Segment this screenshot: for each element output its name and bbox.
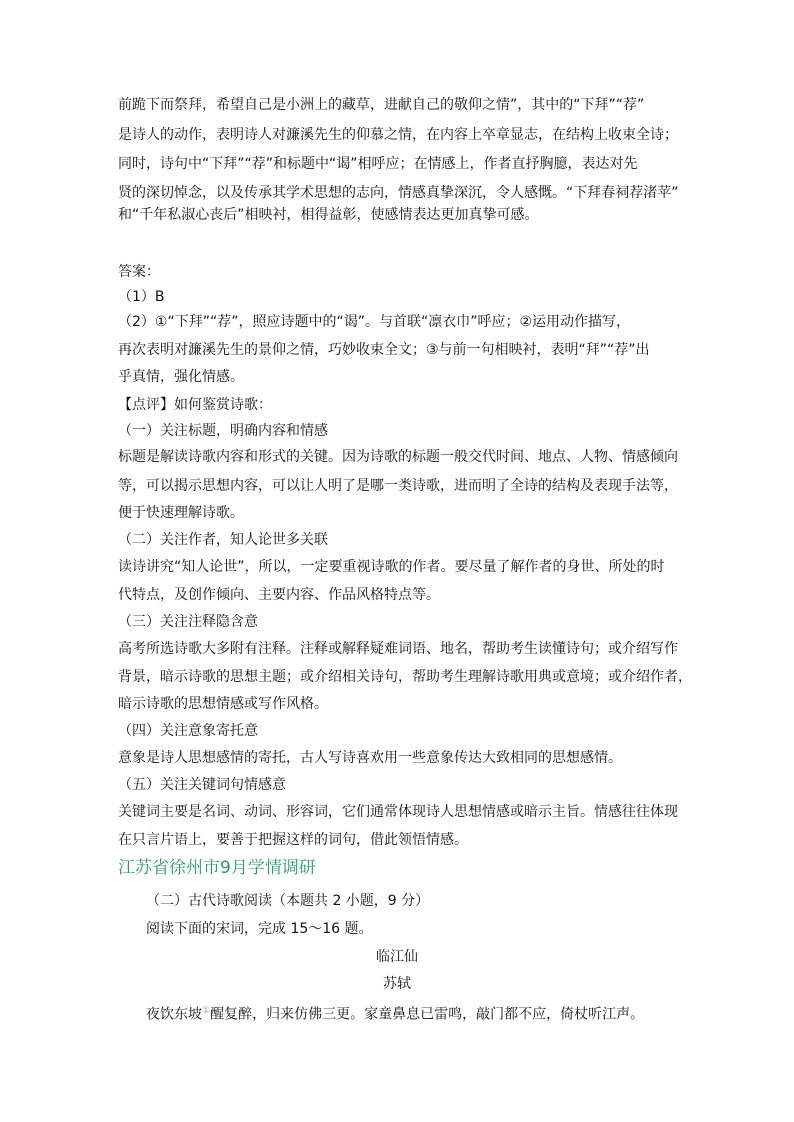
- answer-2-line: 再次表明对濂溪先生的景仰之情，巧妙收束全文；③与前一句相映衬，表明“拜”“荐”出: [118, 342, 650, 358]
- section-line: 等，可以揭示思想内容，可以让人明了是哪一类诗歌，进而明了全诗的结构及表现手法等，: [118, 478, 678, 494]
- comment-title: 【点评】如何鉴赏诗歌：: [118, 397, 272, 413]
- analysis-line: 和“千年私淑心丧后”相映衬，相得益彰，使感情表达更加真挚可感。: [118, 207, 539, 223]
- question-instruction: 阅读下面的宋词，完成 15～16 题。: [146, 921, 373, 937]
- section-line: 读诗讲究“知人论世”，所以，一定要重视诗歌的作者。要尽量了解作者的身世、所处的时: [118, 559, 665, 575]
- answer-1: （1）B: [118, 289, 165, 305]
- section-title: （三）关注注释隐含意: [118, 614, 258, 630]
- section-line: 暗示诗歌的思想情感或写作风格。: [118, 696, 328, 712]
- poem-author: 苏轼: [383, 976, 411, 992]
- section-line: 背景，暗示诗歌的思想主题；或介绍相关诗句，帮助考生理解诗歌用典或意境；或介绍作者，: [118, 669, 692, 685]
- section-title: （五）关注关键词句情感意: [118, 777, 286, 793]
- poem-line-start: 夜饮东坡: [146, 1006, 202, 1023]
- analysis-line: 贤的深切悼念，以及传承其学术思想的志向，情感真挚深沉，令人感慨。“下拜春祠荐渚苹”: [118, 185, 679, 201]
- answer-2-line: 乎真情，强化情感。: [118, 369, 244, 385]
- section-line: 便于快速理解诗歌。: [118, 505, 244, 521]
- section-line: 在只言片语上，要善于把握这样的词句，借此领悟情感。: [118, 832, 468, 848]
- section-line: 关键词主要是名词、动词、形容词，它们通常体现诗人思想情感或暗示主旨。情感往往体现: [118, 804, 678, 820]
- section-title: （二）关注作者，知人论世多关联: [118, 532, 328, 548]
- analysis-line: 前跪下而祭拜，希望自己是小洲上的藏草，进献自己的敬仰之情”，其中的“下拜”“荐”: [118, 97, 645, 113]
- poem-line: [146, 1001, 644, 1025]
- region-heading: 江苏省徐州市9月学情调研: [118, 858, 316, 878]
- poem-title: 临江仙: [376, 949, 418, 965]
- section-title: （一）关注标题，明确内容和情感: [118, 423, 328, 439]
- question-intro: （二）古代诗歌阅读（本题共 2 小题，9 分）: [146, 893, 430, 909]
- poem-line-rest: 醒复醉，归来仿佛三更。家童鼻息已雷鸣，敲门都不应，倚杖听江声。: [210, 1006, 645, 1023]
- section-line: 高考所选诗歌大多附有注释。注释或解释疑难词语、地名，帮助考生读懂诗句；或介绍写作: [118, 641, 678, 657]
- analysis-line: 同时，诗句中“下拜”“荐”和标题中“谒”相呼应；在情感上，作者直抒胸臆，表达对先: [118, 156, 638, 172]
- section-title: （四）关注意象寄托意: [118, 723, 258, 739]
- section-line: 意象是诗人思想感情的寄托，古人写诗喜欢用一些意象传达大致相同的思想感情。: [118, 750, 622, 766]
- analysis-line: 是诗人的动作，表明诗人对濂溪先生的仰慕之情，在内容上卒章显志，在结构上收束全诗；: [118, 127, 678, 143]
- footnote-marker: ①: [202, 1006, 211, 1016]
- section-line: 标题是解读诗歌内容和形式的关键。因为诗歌的标题一般交代时间、地点、人物、情感倾向: [118, 449, 678, 465]
- answer-label: 答案：: [118, 264, 160, 280]
- section-line: 代特点，及创作倾向、主要内容、作品风格特点等。: [118, 587, 440, 603]
- answer-2-line: （2）①“下拜”“荐”，照应诗题中的“谒”。与首联“凛衣巾”呼应；②运用动作描写，: [118, 314, 631, 330]
